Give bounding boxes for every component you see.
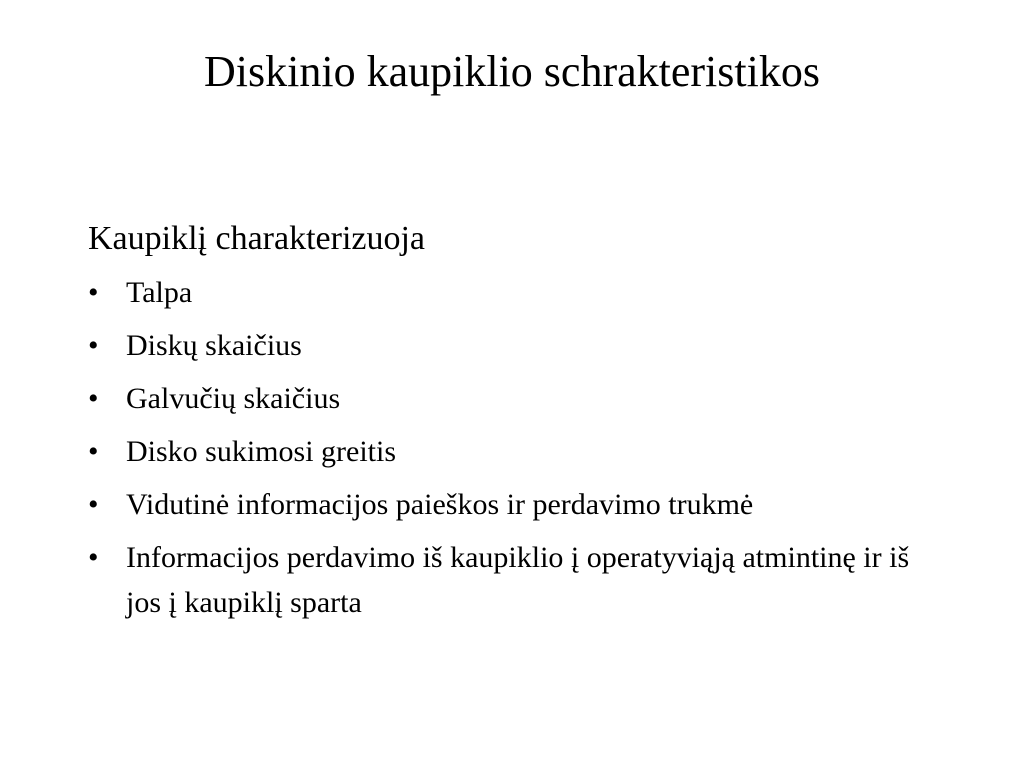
bullet-icon: • xyxy=(88,435,99,468)
bullet-item xyxy=(88,482,948,527)
bullet-item xyxy=(88,270,948,315)
bullet-icon: • xyxy=(88,488,99,521)
slide-body xyxy=(88,214,948,633)
bullet-icon: • xyxy=(88,541,99,574)
bullet-text: Informacijos perdavimo iš kaupiklio į operatyviąją atmintinę ir iš jos į kaupiklį sparta xyxy=(126,541,910,619)
bullet-item xyxy=(88,376,948,421)
bullet-item xyxy=(88,323,948,368)
bullet-list xyxy=(88,270,948,625)
bullet-text: Galvučių skaičius xyxy=(126,382,341,415)
bullet-item xyxy=(88,535,948,625)
slide-title: Diskinio kaupiklio schrakteristikos xyxy=(204,47,820,96)
bullet-text: Diskų skaičius xyxy=(126,329,302,362)
bullet-icon: • xyxy=(88,382,99,415)
bullet-text: Talpa xyxy=(126,276,193,309)
bullet-text: Vidutinė informacijos paieškos ir perdavimo trukmė xyxy=(126,488,754,521)
bullet-item xyxy=(88,429,948,474)
bullet-icon: • xyxy=(88,329,99,362)
bullet-text: Disko sukimosi greitis xyxy=(126,435,397,468)
bullet-icon: • xyxy=(88,276,99,309)
lead-text: Kaupiklį charakterizuoja xyxy=(88,220,426,257)
